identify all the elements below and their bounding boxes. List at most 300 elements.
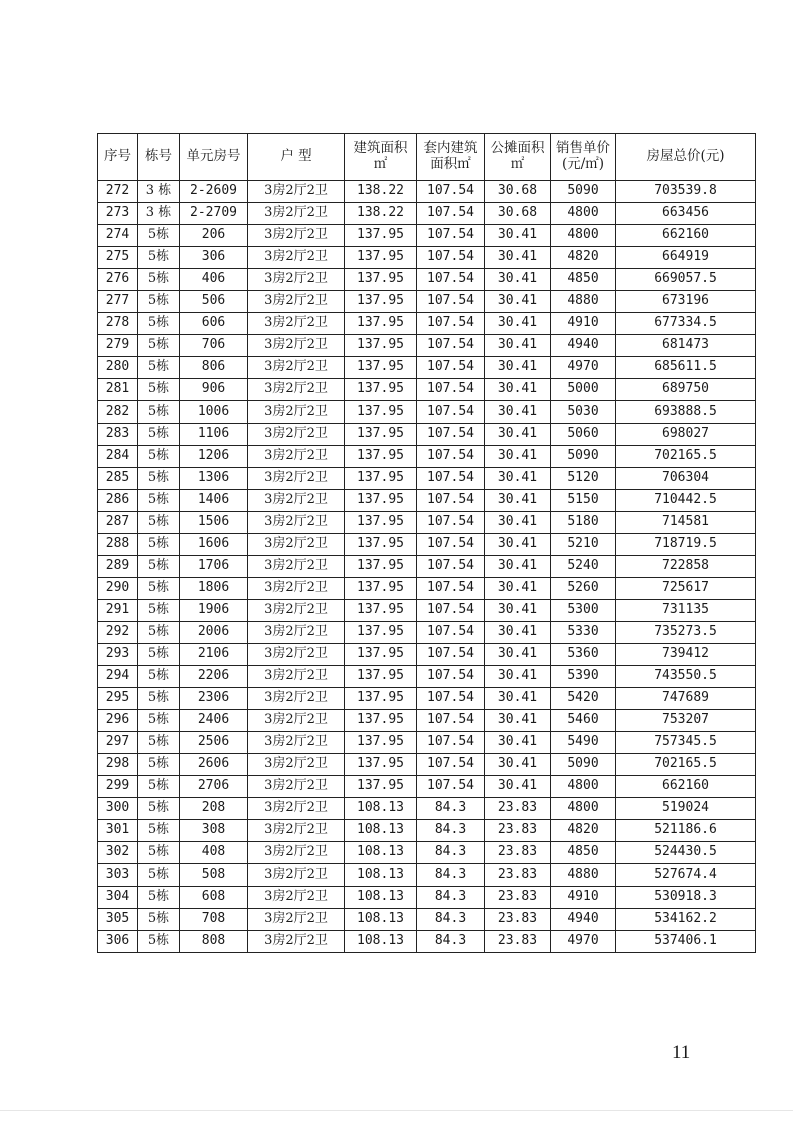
cell-total-price: 702165.5 xyxy=(616,445,756,467)
header-unit-price: 销售单价 (元/㎡) xyxy=(551,134,616,181)
cell-inner-area: 107.54 xyxy=(417,688,485,710)
cell-building: 3 栋 xyxy=(138,181,180,203)
cell-layout: 3房2厅2卫 xyxy=(248,489,345,511)
cell-shared-area: 30.41 xyxy=(485,776,551,798)
cell-seq: 297 xyxy=(98,732,138,754)
cell-building: 5栋 xyxy=(138,666,180,688)
cell-total-price: 718719.5 xyxy=(616,533,756,555)
cell-inner-area: 107.54 xyxy=(417,269,485,291)
cell-unit: 706 xyxy=(180,335,248,357)
cell-building: 5栋 xyxy=(138,269,180,291)
cell-unit-price: 5360 xyxy=(551,643,616,665)
cell-seq: 289 xyxy=(98,555,138,577)
cell-seq: 298 xyxy=(98,754,138,776)
cell-layout: 3房2厅2卫 xyxy=(248,599,345,621)
cell-seq: 293 xyxy=(98,643,138,665)
cell-total-price: 739412 xyxy=(616,643,756,665)
cell-unit-price: 4970 xyxy=(551,930,616,952)
cell-seq: 277 xyxy=(98,291,138,313)
cell-shared-area: 30.41 xyxy=(485,313,551,335)
cell-inner-area: 107.54 xyxy=(417,643,485,665)
cell-building-area: 137.95 xyxy=(345,423,417,445)
cell-building-area: 137.95 xyxy=(345,688,417,710)
cell-layout: 3房2厅2卫 xyxy=(248,291,345,313)
cell-building-area: 138.22 xyxy=(345,181,417,203)
cell-inner-area: 107.54 xyxy=(417,291,485,313)
cell-shared-area: 30.41 xyxy=(485,577,551,599)
cell-shared-area: 30.41 xyxy=(485,291,551,313)
cell-shared-area: 30.41 xyxy=(485,754,551,776)
table-row xyxy=(98,247,756,269)
cell-unit-price: 4820 xyxy=(551,247,616,269)
cell-building: 5栋 xyxy=(138,842,180,864)
cell-layout: 3房2厅2卫 xyxy=(248,225,345,247)
cell-seq: 290 xyxy=(98,577,138,599)
cell-inner-area: 107.54 xyxy=(417,732,485,754)
cell-total-price: 735273.5 xyxy=(616,621,756,643)
cell-total-price: 725617 xyxy=(616,577,756,599)
cell-total-price: 662160 xyxy=(616,225,756,247)
cell-inner-area: 107.54 xyxy=(417,511,485,533)
table-row xyxy=(98,291,756,313)
cell-building: 5栋 xyxy=(138,357,180,379)
cell-seq: 279 xyxy=(98,335,138,357)
cell-total-price: 743550.5 xyxy=(616,666,756,688)
cell-total-price: 753207 xyxy=(616,710,756,732)
cell-total-price: 731135 xyxy=(616,599,756,621)
table-row xyxy=(98,643,756,665)
cell-unit-price: 5210 xyxy=(551,533,616,555)
cell-total-price: 662160 xyxy=(616,776,756,798)
cell-unit: 808 xyxy=(180,930,248,952)
cell-layout: 3房2厅2卫 xyxy=(248,621,345,643)
cell-building: 5栋 xyxy=(138,621,180,643)
cell-unit-price: 5030 xyxy=(551,401,616,423)
cell-layout: 3房2厅2卫 xyxy=(248,313,345,335)
cell-shared-area: 23.83 xyxy=(485,842,551,864)
cell-unit-price: 5460 xyxy=(551,710,616,732)
cell-total-price: 698027 xyxy=(616,423,756,445)
table-row xyxy=(98,445,756,467)
cell-shared-area: 30.41 xyxy=(485,599,551,621)
cell-unit: 1806 xyxy=(180,577,248,599)
table-row xyxy=(98,688,756,710)
cell-inner-area: 107.54 xyxy=(417,555,485,577)
cell-building: 5栋 xyxy=(138,820,180,842)
table-row xyxy=(98,599,756,621)
cell-seq: 292 xyxy=(98,621,138,643)
cell-inner-area: 107.54 xyxy=(417,225,485,247)
cell-seq: 286 xyxy=(98,489,138,511)
cell-seq: 284 xyxy=(98,445,138,467)
cell-unit-price: 4850 xyxy=(551,269,616,291)
cell-unit-price: 5120 xyxy=(551,467,616,489)
cell-seq: 291 xyxy=(98,599,138,621)
header-seq: 序号 xyxy=(98,134,138,181)
page-number: 11 xyxy=(672,1042,691,1063)
table-row xyxy=(98,423,756,445)
cell-building-area: 137.95 xyxy=(345,379,417,401)
cell-unit-price: 4800 xyxy=(551,776,616,798)
cell-unit: 1106 xyxy=(180,423,248,445)
cell-seq: 278 xyxy=(98,313,138,335)
cell-shared-area: 30.41 xyxy=(485,467,551,489)
cell-building-area: 137.95 xyxy=(345,401,417,423)
cell-building: 5栋 xyxy=(138,886,180,908)
cell-building: 5栋 xyxy=(138,599,180,621)
cell-shared-area: 30.41 xyxy=(485,688,551,710)
cell-seq: 280 xyxy=(98,357,138,379)
cell-building-area: 108.13 xyxy=(345,820,417,842)
cell-inner-area: 84.3 xyxy=(417,864,485,886)
cell-unit-price: 4910 xyxy=(551,886,616,908)
cell-shared-area: 23.83 xyxy=(485,908,551,930)
cell-building-area: 108.13 xyxy=(345,930,417,952)
cell-unit: 2-2709 xyxy=(180,203,248,225)
cell-layout: 3房2厅2卫 xyxy=(248,820,345,842)
cell-total-price: 681473 xyxy=(616,335,756,357)
cell-seq: 302 xyxy=(98,842,138,864)
cell-layout: 3房2厅2卫 xyxy=(248,445,345,467)
cell-unit-price: 5330 xyxy=(551,621,616,643)
table-row xyxy=(98,930,756,952)
cell-total-price: 757345.5 xyxy=(616,732,756,754)
cell-unit: 2106 xyxy=(180,643,248,665)
cell-total-price: 527674.4 xyxy=(616,864,756,886)
cell-unit: 1306 xyxy=(180,467,248,489)
cell-shared-area: 30.41 xyxy=(485,225,551,247)
cell-inner-area: 107.54 xyxy=(417,423,485,445)
table-row xyxy=(98,666,756,688)
cell-unit: 2506 xyxy=(180,732,248,754)
cell-inner-area: 107.54 xyxy=(417,379,485,401)
cell-shared-area: 23.83 xyxy=(485,886,551,908)
cell-building: 5栋 xyxy=(138,643,180,665)
cell-total-price: 677334.5 xyxy=(616,313,756,335)
cell-seq: 296 xyxy=(98,710,138,732)
table-row xyxy=(98,313,756,335)
cell-shared-area: 30.41 xyxy=(485,247,551,269)
cell-unit-price: 5240 xyxy=(551,555,616,577)
cell-seq: 281 xyxy=(98,379,138,401)
cell-layout: 3房2厅2卫 xyxy=(248,643,345,665)
header-shared-area: 公摊面积 ㎡ xyxy=(485,134,551,181)
cell-inner-area: 107.54 xyxy=(417,247,485,269)
cell-unit: 306 xyxy=(180,247,248,269)
table-row xyxy=(98,864,756,886)
cell-unit-price: 4880 xyxy=(551,864,616,886)
table-row xyxy=(98,754,756,776)
cell-building: 5栋 xyxy=(138,732,180,754)
cell-layout: 3房2厅2卫 xyxy=(248,379,345,401)
cell-building-area: 137.95 xyxy=(345,489,417,511)
cell-unit: 1606 xyxy=(180,533,248,555)
table-row xyxy=(98,555,756,577)
cell-building-area: 137.95 xyxy=(345,269,417,291)
table-row xyxy=(98,908,756,930)
cell-layout: 3房2厅2卫 xyxy=(248,577,345,599)
cell-unit-price: 4940 xyxy=(551,908,616,930)
cell-total-price: 524430.5 xyxy=(616,842,756,864)
table-row xyxy=(98,732,756,754)
table-row xyxy=(98,269,756,291)
cell-total-price: 714581 xyxy=(616,511,756,533)
cell-shared-area: 30.41 xyxy=(485,533,551,555)
table-row xyxy=(98,842,756,864)
cell-building-area: 108.13 xyxy=(345,798,417,820)
cell-total-price: 693888.5 xyxy=(616,401,756,423)
cell-building-area: 137.95 xyxy=(345,710,417,732)
cell-unit: 208 xyxy=(180,798,248,820)
cell-building-area: 137.95 xyxy=(345,599,417,621)
table-row xyxy=(98,710,756,732)
cell-building-area: 137.95 xyxy=(345,511,417,533)
table-row xyxy=(98,203,756,225)
cell-inner-area: 107.54 xyxy=(417,533,485,555)
cell-seq: 300 xyxy=(98,798,138,820)
cell-seq: 275 xyxy=(98,247,138,269)
table-row xyxy=(98,357,756,379)
cell-total-price: 530918.3 xyxy=(616,886,756,908)
cell-unit-price: 4910 xyxy=(551,313,616,335)
cell-building-area: 137.95 xyxy=(345,643,417,665)
cell-total-price: 689750 xyxy=(616,379,756,401)
cell-building: 5栋 xyxy=(138,313,180,335)
cell-inner-area: 107.54 xyxy=(417,181,485,203)
cell-unit-price: 5090 xyxy=(551,445,616,467)
cell-total-price: 669057.5 xyxy=(616,269,756,291)
cell-seq: 273 xyxy=(98,203,138,225)
cell-seq: 283 xyxy=(98,423,138,445)
cell-unit: 906 xyxy=(180,379,248,401)
cell-unit: 608 xyxy=(180,886,248,908)
cell-building: 5栋 xyxy=(138,798,180,820)
cell-total-price: 703539.8 xyxy=(616,181,756,203)
cell-building: 5栋 xyxy=(138,225,180,247)
cell-building: 5栋 xyxy=(138,776,180,798)
cell-building: 5栋 xyxy=(138,401,180,423)
cell-building: 5栋 xyxy=(138,754,180,776)
cell-layout: 3房2厅2卫 xyxy=(248,357,345,379)
cell-total-price: 747689 xyxy=(616,688,756,710)
cell-building: 5栋 xyxy=(138,710,180,732)
cell-unit: 1906 xyxy=(180,599,248,621)
cell-shared-area: 30.41 xyxy=(485,643,551,665)
cell-inner-area: 107.54 xyxy=(417,577,485,599)
cell-inner-area: 107.54 xyxy=(417,776,485,798)
cell-unit: 2006 xyxy=(180,621,248,643)
cell-shared-area: 30.41 xyxy=(485,621,551,643)
cell-seq: 294 xyxy=(98,666,138,688)
sales-price-table xyxy=(97,133,756,953)
cell-shared-area: 30.41 xyxy=(485,357,551,379)
cell-inner-area: 107.54 xyxy=(417,489,485,511)
cell-unit: 2406 xyxy=(180,710,248,732)
cell-shared-area: 30.41 xyxy=(485,423,551,445)
cell-layout: 3房2厅2卫 xyxy=(248,203,345,225)
table-header xyxy=(98,134,756,181)
cell-inner-area: 84.3 xyxy=(417,908,485,930)
cell-building-area: 137.95 xyxy=(345,247,417,269)
cell-layout: 3房2厅2卫 xyxy=(248,688,345,710)
cell-shared-area: 30.41 xyxy=(485,269,551,291)
cell-unit-price: 4850 xyxy=(551,842,616,864)
cell-building-area: 137.95 xyxy=(345,445,417,467)
cell-unit: 2306 xyxy=(180,688,248,710)
cell-building-area: 137.95 xyxy=(345,754,417,776)
header-layout: 户 型 xyxy=(248,134,345,181)
cell-seq: 305 xyxy=(98,908,138,930)
cell-layout: 3房2厅2卫 xyxy=(248,908,345,930)
cell-seq: 306 xyxy=(98,930,138,952)
cell-unit: 1506 xyxy=(180,511,248,533)
cell-unit: 606 xyxy=(180,313,248,335)
cell-unit: 2706 xyxy=(180,776,248,798)
cell-shared-area: 30.68 xyxy=(485,203,551,225)
cell-building-area: 108.13 xyxy=(345,864,417,886)
cell-building: 5栋 xyxy=(138,423,180,445)
cell-building: 5栋 xyxy=(138,445,180,467)
cell-unit: 1006 xyxy=(180,401,248,423)
cell-layout: 3房2厅2卫 xyxy=(248,181,345,203)
cell-building-area: 138.22 xyxy=(345,203,417,225)
cell-building-area: 137.95 xyxy=(345,467,417,489)
cell-building: 5栋 xyxy=(138,577,180,599)
cell-seq: 287 xyxy=(98,511,138,533)
cell-unit: 2-2609 xyxy=(180,181,248,203)
cell-inner-area: 107.54 xyxy=(417,445,485,467)
cell-inner-area: 107.54 xyxy=(417,335,485,357)
cell-total-price: 685611.5 xyxy=(616,357,756,379)
cell-building: 5栋 xyxy=(138,291,180,313)
cell-seq: 274 xyxy=(98,225,138,247)
cell-inner-area: 84.3 xyxy=(417,798,485,820)
cell-unit-price: 4880 xyxy=(551,291,616,313)
table-row xyxy=(98,886,756,908)
cell-shared-area: 30.41 xyxy=(485,555,551,577)
cell-seq: 299 xyxy=(98,776,138,798)
table-row xyxy=(98,798,756,820)
cell-inner-area: 107.54 xyxy=(417,357,485,379)
cell-layout: 3房2厅2卫 xyxy=(248,798,345,820)
cell-layout: 3房2厅2卫 xyxy=(248,511,345,533)
cell-unit: 508 xyxy=(180,864,248,886)
cell-shared-area: 30.41 xyxy=(485,511,551,533)
cell-unit-price: 4800 xyxy=(551,798,616,820)
cell-seq: 295 xyxy=(98,688,138,710)
cell-building-area: 137.95 xyxy=(345,732,417,754)
cell-unit-price: 5060 xyxy=(551,423,616,445)
cell-unit-price: 4940 xyxy=(551,335,616,357)
cell-building: 5栋 xyxy=(138,533,180,555)
header-inner-area: 套内建筑 面积㎡ xyxy=(417,134,485,181)
cell-shared-area: 30.41 xyxy=(485,489,551,511)
cell-building-area: 137.95 xyxy=(345,225,417,247)
cell-building-area: 137.95 xyxy=(345,666,417,688)
cell-layout: 3房2厅2卫 xyxy=(248,401,345,423)
cell-unit: 708 xyxy=(180,908,248,930)
cell-inner-area: 107.54 xyxy=(417,313,485,335)
cell-seq: 288 xyxy=(98,533,138,555)
table-row xyxy=(98,379,756,401)
cell-layout: 3房2厅2卫 xyxy=(248,710,345,732)
cell-building-area: 137.95 xyxy=(345,555,417,577)
cell-inner-area: 107.54 xyxy=(417,621,485,643)
cell-layout: 3房2厅2卫 xyxy=(248,732,345,754)
page-bottom-edge xyxy=(0,1110,793,1111)
cell-unit: 2606 xyxy=(180,754,248,776)
cell-building: 5栋 xyxy=(138,467,180,489)
cell-unit: 506 xyxy=(180,291,248,313)
cell-building: 5栋 xyxy=(138,930,180,952)
cell-inner-area: 84.3 xyxy=(417,820,485,842)
table-row xyxy=(98,467,756,489)
cell-building: 5栋 xyxy=(138,688,180,710)
table-row xyxy=(98,225,756,247)
cell-total-price: 521186.6 xyxy=(616,820,756,842)
cell-layout: 3房2厅2卫 xyxy=(248,247,345,269)
table-row xyxy=(98,621,756,643)
table-row xyxy=(98,401,756,423)
cell-inner-area: 107.54 xyxy=(417,467,485,489)
cell-unit-price: 5000 xyxy=(551,379,616,401)
cell-layout: 3房2厅2卫 xyxy=(248,269,345,291)
cell-seq: 301 xyxy=(98,820,138,842)
cell-unit: 1206 xyxy=(180,445,248,467)
header-building-area: 建筑面积 ㎡ xyxy=(345,134,417,181)
cell-building: 3 栋 xyxy=(138,203,180,225)
header-row xyxy=(98,134,756,181)
cell-shared-area: 30.41 xyxy=(485,379,551,401)
cell-building-area: 137.95 xyxy=(345,335,417,357)
cell-unit: 1406 xyxy=(180,489,248,511)
header-building: 栋号 xyxy=(138,134,180,181)
cell-building-area: 137.95 xyxy=(345,313,417,335)
cell-layout: 3房2厅2卫 xyxy=(248,930,345,952)
cell-total-price: 673196 xyxy=(616,291,756,313)
cell-building-area: 137.95 xyxy=(345,577,417,599)
cell-layout: 3房2厅2卫 xyxy=(248,666,345,688)
cell-total-price: 706304 xyxy=(616,467,756,489)
cell-unit-price: 5090 xyxy=(551,181,616,203)
cell-building: 5栋 xyxy=(138,335,180,357)
cell-unit-price: 5300 xyxy=(551,599,616,621)
cell-unit: 806 xyxy=(180,357,248,379)
cell-building: 5栋 xyxy=(138,555,180,577)
cell-total-price: 664919 xyxy=(616,247,756,269)
cell-inner-area: 107.54 xyxy=(417,203,485,225)
cell-total-price: 534162.2 xyxy=(616,908,756,930)
cell-inner-area: 84.3 xyxy=(417,842,485,864)
cell-building: 5栋 xyxy=(138,908,180,930)
cell-shared-area: 30.41 xyxy=(485,732,551,754)
cell-seq: 282 xyxy=(98,401,138,423)
cell-layout: 3房2厅2卫 xyxy=(248,467,345,489)
cell-layout: 3房2厅2卫 xyxy=(248,864,345,886)
cell-seq: 285 xyxy=(98,467,138,489)
cell-unit: 308 xyxy=(180,820,248,842)
cell-building-area: 108.13 xyxy=(345,908,417,930)
cell-unit: 206 xyxy=(180,225,248,247)
cell-unit: 408 xyxy=(180,842,248,864)
cell-unit-price: 5150 xyxy=(551,489,616,511)
cell-layout: 3房2厅2卫 xyxy=(248,776,345,798)
cell-unit: 2206 xyxy=(180,666,248,688)
cell-unit-price: 5180 xyxy=(551,511,616,533)
cell-unit-price: 5090 xyxy=(551,754,616,776)
cell-unit-price: 5420 xyxy=(551,688,616,710)
cell-inner-area: 107.54 xyxy=(417,666,485,688)
